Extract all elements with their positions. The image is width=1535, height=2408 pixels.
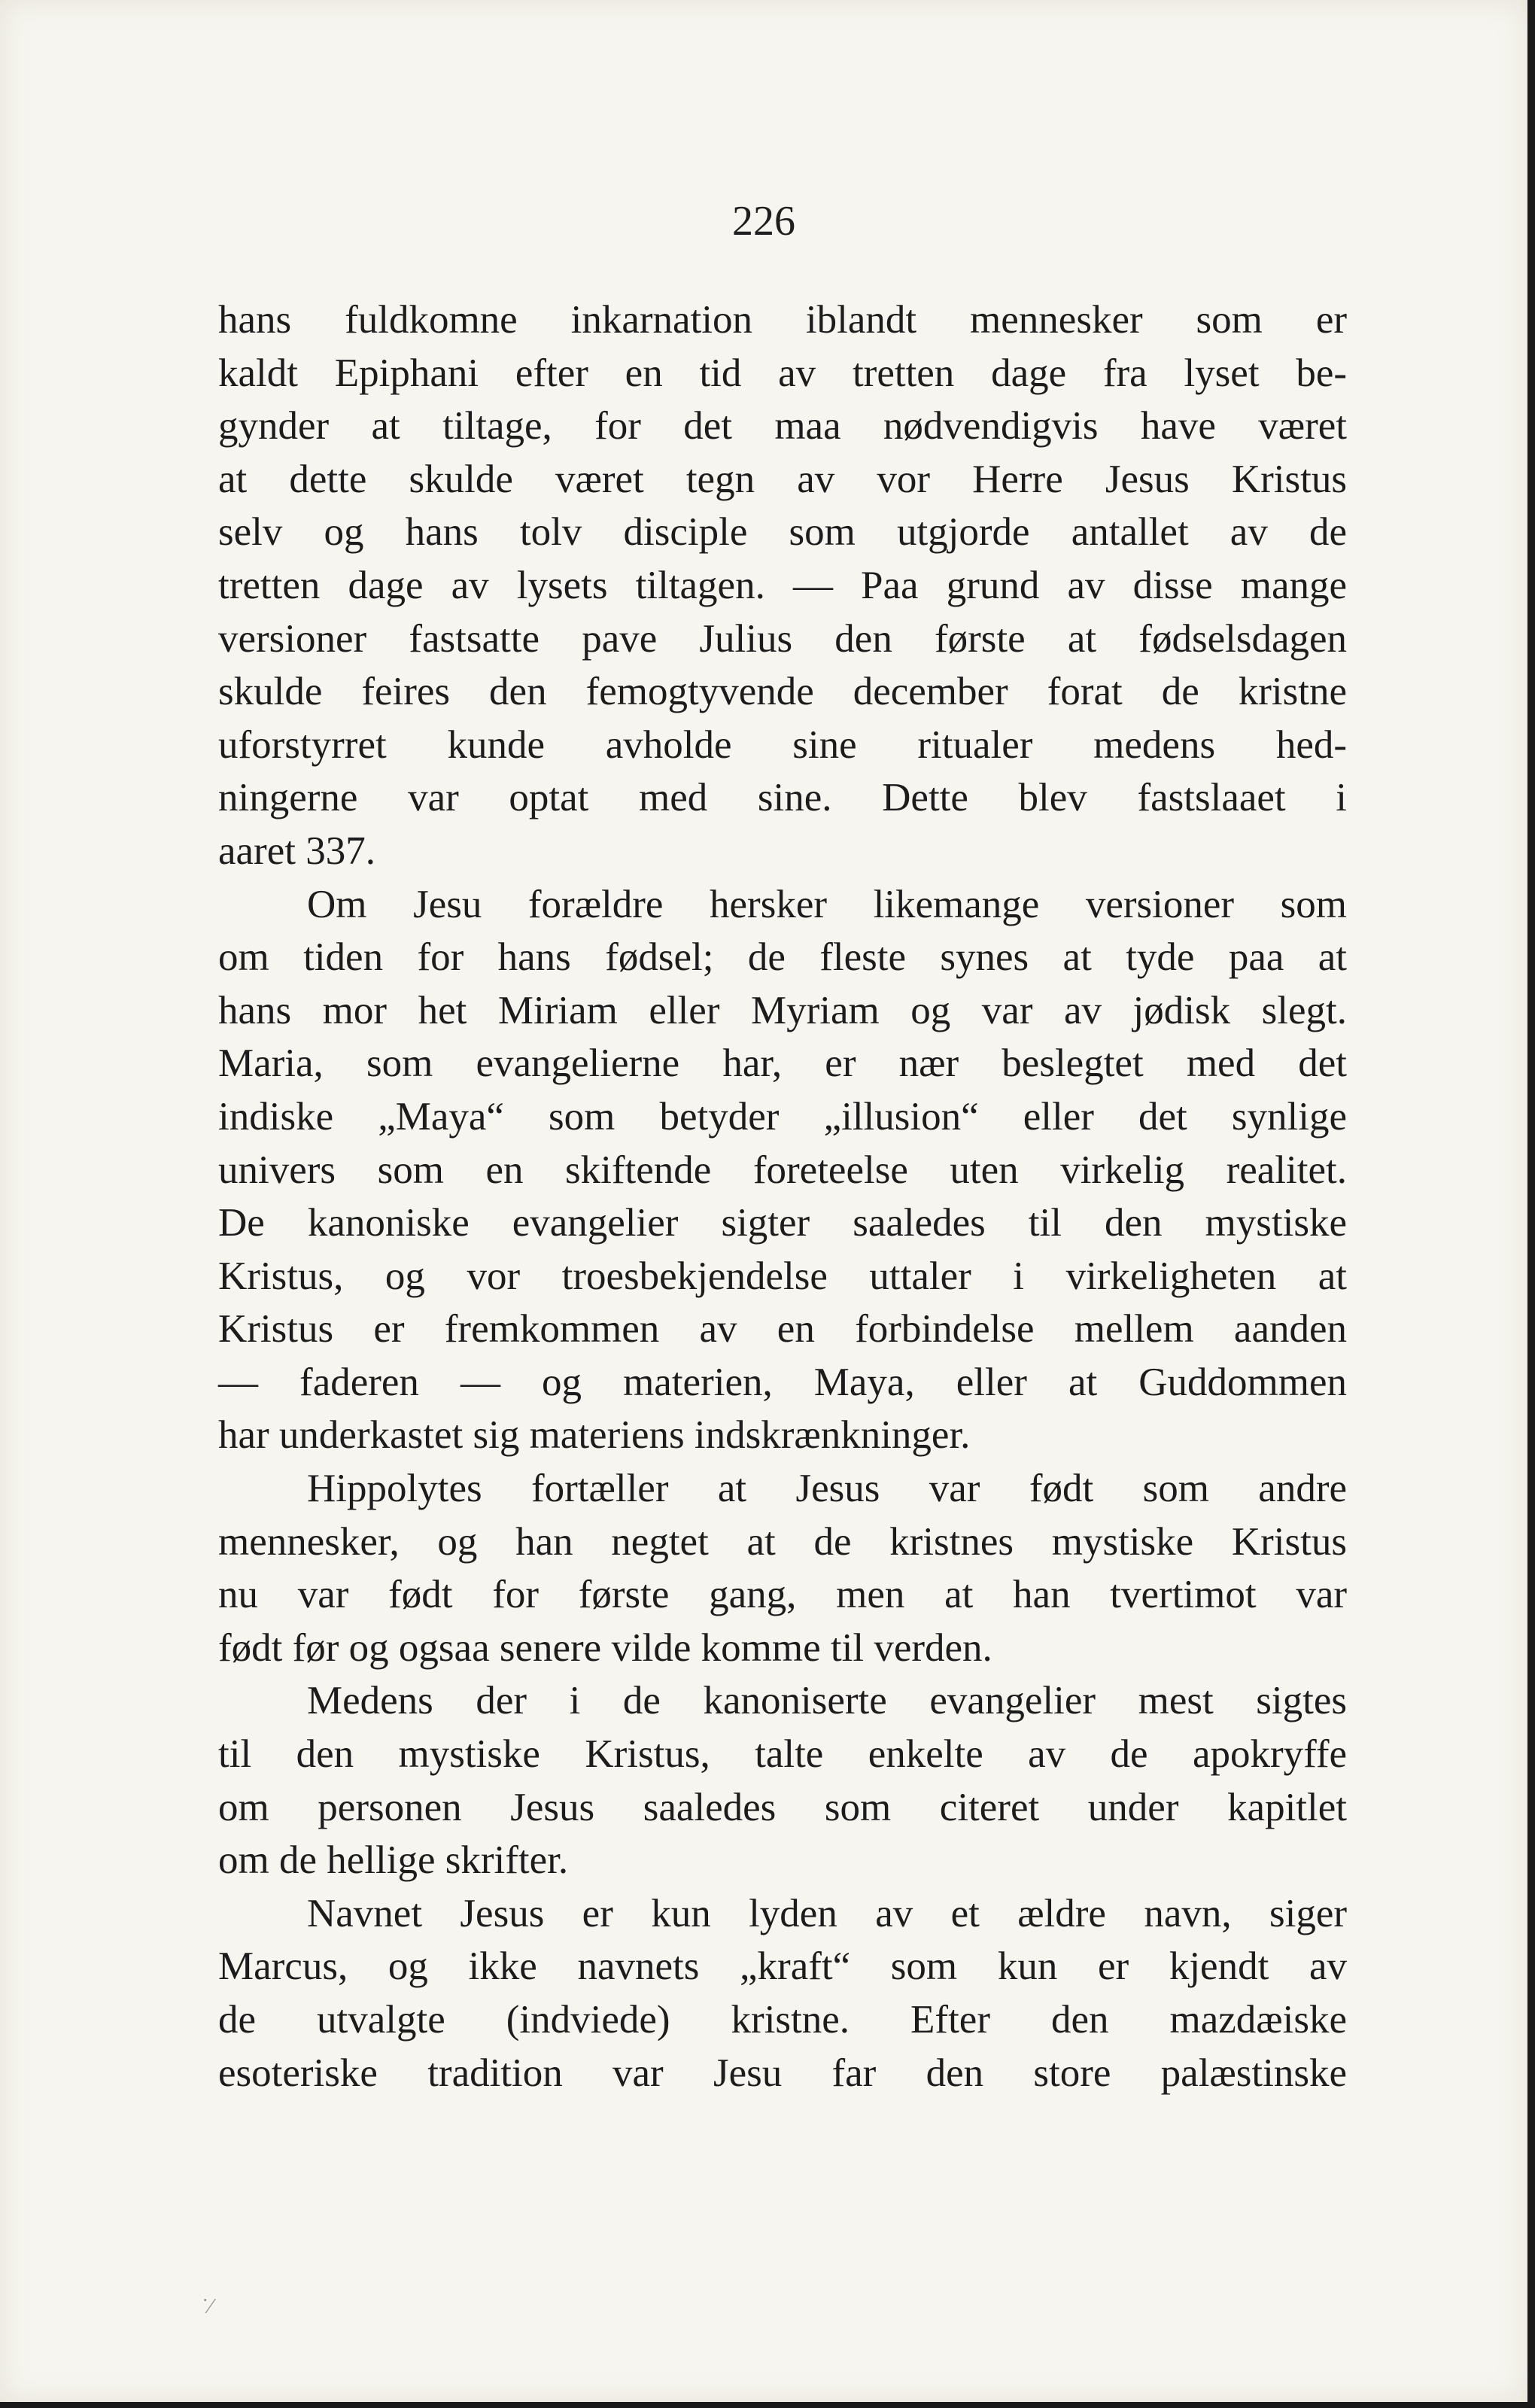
body-text (218, 293, 1347, 2099)
text-line: om personen Jesus saaledes som citeret under kapitlet (218, 1785, 1347, 1829)
text-line: skulde feires den femogtyvende december forat de kristne (218, 670, 1347, 714)
text-line: tretten dage av lysets tiltagen. — Paa grund av disse mange (218, 563, 1347, 607)
text-line: hans mor het Miriam eller Myriam og var av jødisk slegt. (218, 988, 1347, 1032)
text-line: Medens der i de kanoniserte evangelier mest sigtes (307, 1679, 1347, 1723)
text-line: Marcus, og ikke navnets „kraft“ som kun er kjendt av (218, 1944, 1347, 1989)
text-line: at dette skulde været tegn av vor Herre Jesus Kristus (218, 457, 1347, 501)
text-line: selv og hans tolv disciple som utgjorde antallet av de (218, 510, 1347, 555)
text-line: indiske „Maya“ som betyder „illusion“ eller det synlige (218, 1094, 1347, 1139)
text-line: esoteriske tradition var Jesu far den store palæstinske (218, 2051, 1347, 2095)
text-line: ningerne var optat med sine. Dette blev fastslaaet i (218, 776, 1347, 820)
text-line: har underkastet sig materiens indskrænkninger. (218, 1413, 971, 1458)
text-line: Navnet Jesus er kun lyden av et ældre navn, siger (307, 1891, 1347, 1935)
text-line: Maria, som evangelierne har, er nær beslegtet med det (218, 1041, 1347, 1086)
text-line: De kanoniske evangelier sigter saaledes til den mystiske (218, 1201, 1347, 1245)
text-line: univers som en skiftende foreteelse uten virkelig realitet. (218, 1148, 1347, 1192)
text-line: uforstyrret kunde avholde sine ritualer medens hed- (218, 722, 1347, 767)
text-line: til den mystiske Kristus, talte enkelte av de apokryffe (218, 1732, 1347, 1777)
ink-mark: ˙⁄ (202, 2295, 212, 2318)
text-line: om de hellige skrifter. (218, 1838, 569, 1883)
text-line: — faderen — og materien, Maya, eller at Guddommen (218, 1360, 1347, 1404)
text-line: mennesker, og han negtet at de kristnes mystiske Kristus (218, 1519, 1347, 1564)
page-number: 226 (732, 198, 795, 245)
text-line: versioner fastsatte pave Julius den første at fødselsdagen (218, 616, 1347, 661)
text-line: Kristus er fremkommen av en forbindelse mellem aanden (218, 1307, 1347, 1351)
text-line: om tiden for hans fødsel; de fleste synes at tyde paa at (218, 935, 1347, 980)
text-line: de utvalgte (indviede) kristne. Efter den mazdæiske (218, 1998, 1347, 2042)
text-line: nu var født for første gang, men at han tvertimot var (218, 1573, 1347, 1617)
text-line: hans fuldkomne inkarnation iblandt mennesker som er (218, 298, 1347, 342)
text-line: Kristus, og vor troesbekjendelse uttaler i virkeligheten at (218, 1254, 1347, 1298)
text-line: Hippolytes fortæller at Jesus var født som andre (307, 1467, 1347, 1511)
text-line: aaret 337. (218, 829, 375, 873)
text-line: født før og ogsaa senere vilde komme til verden. (218, 1625, 992, 1670)
text-line: gynder at tiltage, for det maa nødvendigvis have været (218, 404, 1347, 448)
text-line: kaldt Epiphani efter en tid av tretten dage fra lyset be- (218, 351, 1347, 395)
text-line: Om Jesu forældre hersker likemange versioner som (307, 882, 1347, 926)
